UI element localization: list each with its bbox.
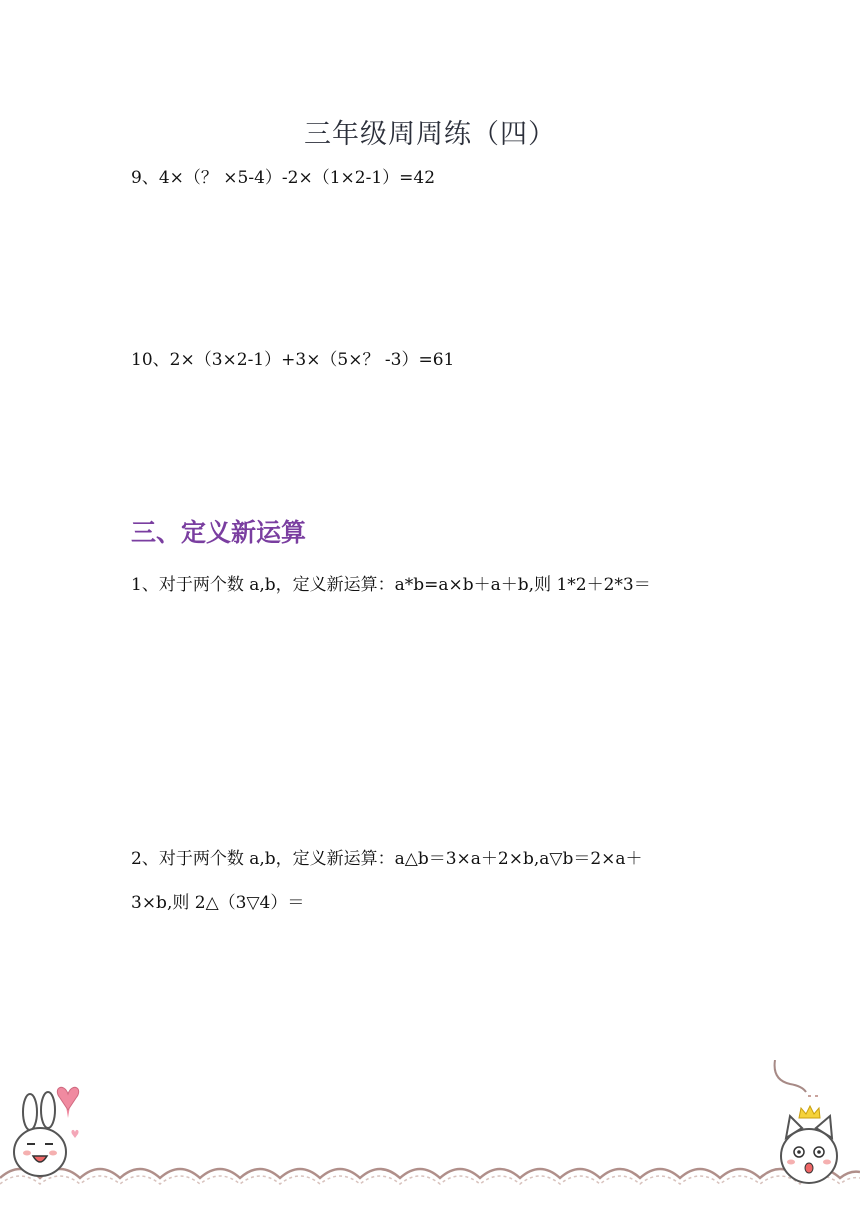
section-heading: 三、定义新运算 (131, 518, 307, 547)
crown-icon (799, 1106, 820, 1118)
new-operation-question-2-line-1: 2、对于两个数 a,b，定义新运算：a△b＝3×a＋2×b,a▽b＝2×a＋ (131, 849, 643, 869)
rabbit-icon (14, 1092, 66, 1176)
new-operation-question-1: 1、对于两个数 a,b，定义新运算：a*b=a×b＋a＋b,则 1*2＋2*3＝ (131, 575, 651, 595)
problem-9: 9、4×（？ ×5-4）-2×（1×2-1）=42 (131, 168, 436, 188)
scalloped-border (0, 1060, 860, 1184)
page-title: 三年级周周练（四） (304, 119, 556, 150)
problem-10: 10、2×（3×2-1）+3×（5×？ -3）=61 (131, 350, 455, 370)
footer-decoration (0, 1060, 860, 1216)
heart-icon (57, 1087, 78, 1138)
cat-icon (781, 1116, 837, 1183)
new-operation-question-2-line-2: 3×b,则 2△（3▽4）＝ (131, 893, 305, 913)
